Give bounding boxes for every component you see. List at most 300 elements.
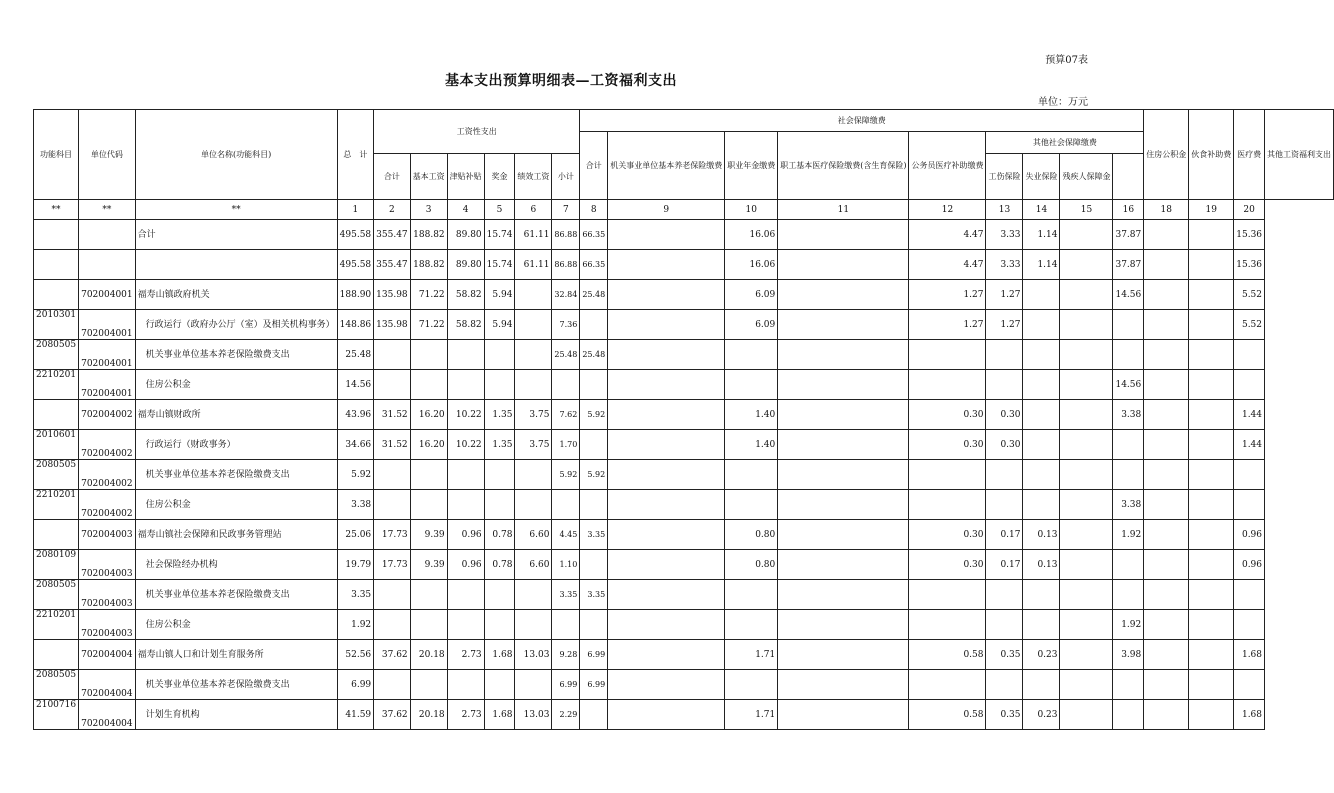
- value-cell: 7.62: [552, 400, 580, 430]
- func-subject-cell: [34, 280, 79, 310]
- value-cell: [447, 340, 484, 370]
- header-row-1: [34, 110, 1334, 132]
- value-cell: 52.56: [337, 640, 374, 670]
- unit-name-cell: 住房公积金: [135, 610, 337, 640]
- value-cell: 6.09: [725, 310, 778, 340]
- value-cell: [1189, 340, 1234, 370]
- value-cell: 31.52: [374, 400, 411, 430]
- unit-name-cell: 机关事业单位基本养老保险缴费支出: [135, 670, 337, 700]
- value-cell: [484, 580, 515, 610]
- value-cell: 1.92: [1113, 610, 1144, 640]
- table-row: [34, 640, 1334, 670]
- value-cell: 1.92: [1113, 520, 1144, 550]
- value-cell: [986, 370, 1023, 400]
- value-cell: 14.56: [1113, 280, 1144, 310]
- value-cell: 2.73: [447, 640, 484, 670]
- col-pension: 机关事业单位基本养老保险缴费: [608, 132, 725, 200]
- value-cell: 0.96: [1234, 520, 1265, 550]
- table-row: [34, 400, 1334, 430]
- value-cell: 0.78: [484, 550, 515, 580]
- value-cell: [447, 580, 484, 610]
- value-cell: [1234, 610, 1265, 640]
- value-cell: [1144, 280, 1189, 310]
- unit-name-cell: 机关事业单位基本养老保险缴费支出: [135, 460, 337, 490]
- value-cell: 15.36: [1234, 250, 1265, 280]
- value-cell: 37.87: [1113, 220, 1144, 250]
- value-cell: 0.17: [986, 520, 1023, 550]
- value-cell: 1.14: [1023, 220, 1060, 250]
- value-cell: [725, 610, 778, 640]
- value-cell: 71.22: [410, 310, 447, 340]
- value-cell: [778, 610, 909, 640]
- value-cell: [515, 490, 552, 520]
- value-cell: [608, 490, 725, 520]
- value-cell: 5.94: [484, 310, 515, 340]
- value-cell: 5.94: [484, 280, 515, 310]
- value-cell: 15.74: [484, 220, 515, 250]
- unit-code-cell: 702004001: [79, 310, 136, 340]
- value-cell: [1023, 310, 1060, 340]
- value-cell: 5.92: [580, 460, 608, 490]
- value-cell: [1234, 460, 1265, 490]
- column-number: 15: [1060, 200, 1113, 220]
- value-cell: [1113, 700, 1144, 730]
- func-subject-cell: 2100716: [34, 700, 79, 730]
- value-cell: [1144, 430, 1189, 460]
- value-cell: [608, 430, 725, 460]
- value-cell: 1.10: [552, 550, 580, 580]
- value-cell: 1.71: [725, 640, 778, 670]
- value-cell: 17.73: [374, 550, 411, 580]
- value-cell: 0.13: [1023, 520, 1060, 550]
- value-cell: 19.79: [337, 550, 374, 580]
- value-cell: 25.06: [337, 520, 374, 550]
- value-cell: 15.74: [484, 250, 515, 280]
- table-row: [34, 280, 1334, 310]
- unit-name-cell: 福寿山镇社会保障和民政事务管理站: [135, 520, 337, 550]
- value-cell: 71.22: [410, 280, 447, 310]
- value-cell: [778, 280, 909, 310]
- value-cell: [515, 370, 552, 400]
- value-cell: 9.28: [552, 640, 580, 670]
- value-cell: [1144, 550, 1189, 580]
- value-cell: [1144, 670, 1189, 700]
- value-cell: [778, 370, 909, 400]
- value-cell: 1.68: [1234, 700, 1265, 730]
- value-cell: [515, 310, 552, 340]
- func-subject-cell: 2080505: [34, 340, 79, 370]
- value-cell: [1113, 580, 1144, 610]
- value-cell: [909, 610, 986, 640]
- value-cell: [374, 370, 411, 400]
- value-cell: [725, 460, 778, 490]
- value-cell: 135.98: [374, 280, 411, 310]
- column-number: **: [135, 200, 337, 220]
- value-cell: [1060, 250, 1113, 280]
- unit-name-cell: 社会保险经办机构: [135, 550, 337, 580]
- value-cell: [1060, 490, 1113, 520]
- value-cell: [410, 580, 447, 610]
- func-subject-cell: 2210201: [34, 490, 79, 520]
- unit-code-cell: 702004001: [79, 370, 136, 400]
- value-cell: [1113, 430, 1144, 460]
- value-cell: [1189, 220, 1234, 250]
- value-cell: [1234, 340, 1265, 370]
- value-cell: [1144, 340, 1189, 370]
- value-cell: [1060, 700, 1113, 730]
- value-cell: [1060, 280, 1113, 310]
- col-unit-name: 单位名称(功能科目): [135, 110, 337, 200]
- unit-code-cell: 702004003: [79, 550, 136, 580]
- value-cell: 0.30: [909, 520, 986, 550]
- value-cell: [608, 310, 725, 340]
- value-cell: 0.30: [909, 430, 986, 460]
- value-cell: 89.80: [447, 220, 484, 250]
- value-cell: [1144, 400, 1189, 430]
- value-cell: [909, 580, 986, 610]
- column-number-row: [34, 200, 1334, 220]
- value-cell: [1144, 490, 1189, 520]
- func-subject-cell: 2080505: [34, 460, 79, 490]
- value-cell: [374, 460, 411, 490]
- form-number-label: 预算07表: [1045, 55, 1088, 66]
- value-cell: [986, 580, 1023, 610]
- value-cell: [1189, 700, 1234, 730]
- value-cell: 0.96: [447, 550, 484, 580]
- value-cell: [608, 370, 725, 400]
- value-cell: 43.96: [337, 400, 374, 430]
- col-unemployment: 失业保险: [1023, 154, 1060, 200]
- unit-name-cell: 福寿山镇财政所: [135, 400, 337, 430]
- value-cell: [1144, 520, 1189, 550]
- column-number: 9: [608, 200, 725, 220]
- value-cell: [1144, 310, 1189, 340]
- value-cell: [374, 490, 411, 520]
- value-cell: 20.18: [410, 640, 447, 670]
- value-cell: 32.84: [552, 280, 580, 310]
- value-cell: 25.48: [580, 280, 608, 310]
- value-cell: [1144, 370, 1189, 400]
- value-cell: 66.35: [580, 220, 608, 250]
- col-group-social: 社会保障缴费: [580, 110, 1144, 132]
- value-cell: 188.90: [337, 280, 374, 310]
- column-number: 20: [1234, 200, 1265, 220]
- value-cell: [1060, 550, 1113, 580]
- value-cell: 0.35: [986, 640, 1023, 670]
- value-cell: [608, 700, 725, 730]
- value-cell: [1060, 400, 1113, 430]
- value-cell: [986, 670, 1023, 700]
- value-cell: [580, 430, 608, 460]
- value-cell: [909, 670, 986, 700]
- value-cell: [909, 460, 986, 490]
- value-cell: [608, 250, 725, 280]
- func-subject-cell: 2010301: [34, 310, 79, 340]
- value-cell: 5.52: [1234, 310, 1265, 340]
- value-cell: [1189, 490, 1234, 520]
- value-cell: [1023, 370, 1060, 400]
- value-cell: 1.35: [484, 430, 515, 460]
- value-cell: [725, 580, 778, 610]
- value-cell: 17.73: [374, 520, 411, 550]
- value-cell: 13.03: [515, 640, 552, 670]
- func-subject-cell: [34, 220, 79, 250]
- func-subject-cell: [34, 640, 79, 670]
- value-cell: 7.36: [552, 310, 580, 340]
- value-cell: 3.35: [580, 520, 608, 550]
- column-number: 3: [410, 200, 447, 220]
- value-cell: 3.38: [337, 490, 374, 520]
- value-cell: [1113, 310, 1144, 340]
- value-cell: 1.27: [986, 310, 1023, 340]
- value-cell: 148.86: [337, 310, 374, 340]
- value-cell: [1144, 700, 1189, 730]
- value-cell: 495.58: [337, 250, 374, 280]
- value-cell: 0.13: [1023, 550, 1060, 580]
- unit-name-cell: 计划生育机构: [135, 700, 337, 730]
- table-row: [34, 520, 1334, 550]
- value-cell: 1.44: [1234, 400, 1265, 430]
- value-cell: 9.39: [410, 550, 447, 580]
- value-cell: [778, 640, 909, 670]
- col-basic-wage: 基本工资: [410, 154, 447, 200]
- value-cell: [608, 610, 725, 640]
- value-cell: [778, 580, 909, 610]
- value-cell: [1144, 580, 1189, 610]
- value-cell: 16.20: [410, 430, 447, 460]
- value-cell: [778, 670, 909, 700]
- func-subject-cell: [34, 250, 79, 280]
- value-cell: 1.27: [909, 280, 986, 310]
- unit-code-cell: 702004004: [79, 700, 136, 730]
- value-cell: 16.06: [725, 220, 778, 250]
- value-cell: [1113, 550, 1144, 580]
- value-cell: [725, 490, 778, 520]
- unit-code-cell: 702004001: [79, 340, 136, 370]
- func-subject-cell: 2210201: [34, 370, 79, 400]
- value-cell: 1.40: [725, 400, 778, 430]
- value-cell: [374, 580, 411, 610]
- unit-name-cell: 住房公积金: [135, 370, 337, 400]
- value-cell: [1060, 670, 1113, 700]
- value-cell: 6.99: [580, 640, 608, 670]
- value-cell: [580, 370, 608, 400]
- value-cell: 0.58: [909, 640, 986, 670]
- func-subject-cell: 2010601: [34, 430, 79, 460]
- col-medical-fee: 医疗费: [1234, 110, 1265, 200]
- value-cell: [515, 580, 552, 610]
- value-cell: [608, 340, 725, 370]
- value-cell: [608, 670, 725, 700]
- value-cell: [515, 610, 552, 640]
- value-cell: [410, 610, 447, 640]
- column-number: 5: [484, 200, 515, 220]
- value-cell: [778, 490, 909, 520]
- value-cell: [374, 610, 411, 640]
- value-cell: 135.98: [374, 310, 411, 340]
- value-cell: [1023, 430, 1060, 460]
- value-cell: [1189, 430, 1234, 460]
- value-cell: [778, 310, 909, 340]
- value-cell: 0.30: [986, 400, 1023, 430]
- col-injury: 工伤保险: [986, 154, 1023, 200]
- value-cell: 1.14: [1023, 250, 1060, 280]
- value-cell: 1.71: [725, 700, 778, 730]
- column-number: 4: [447, 200, 484, 220]
- value-cell: 5.52: [1234, 280, 1265, 310]
- col-performance: 绩效工资: [515, 154, 552, 200]
- value-cell: [778, 340, 909, 370]
- value-cell: [580, 700, 608, 730]
- value-cell: [1060, 220, 1113, 250]
- value-cell: [1189, 580, 1234, 610]
- value-cell: 6.99: [580, 670, 608, 700]
- value-cell: 58.82: [447, 310, 484, 340]
- unit-name-cell: 福寿山镇政府机关: [135, 280, 337, 310]
- value-cell: [1023, 490, 1060, 520]
- value-cell: [447, 370, 484, 400]
- value-cell: [484, 340, 515, 370]
- value-cell: 0.30: [986, 430, 1023, 460]
- value-cell: 16.20: [410, 400, 447, 430]
- value-cell: [484, 610, 515, 640]
- col-medical-insurance: 职工基本医疗保险缴费(含生育保险): [778, 132, 909, 200]
- value-cell: [580, 550, 608, 580]
- value-cell: [1113, 670, 1144, 700]
- table-row: [34, 310, 1334, 340]
- value-cell: 1.68: [484, 700, 515, 730]
- func-subject-cell: 2080505: [34, 670, 79, 700]
- value-cell: 5.92: [580, 400, 608, 430]
- value-cell: 5.92: [552, 460, 580, 490]
- value-cell: 20.18: [410, 700, 447, 730]
- value-cell: [986, 340, 1023, 370]
- value-cell: [374, 340, 411, 370]
- value-cell: 0.35: [986, 700, 1023, 730]
- column-number: 2: [374, 200, 411, 220]
- value-cell: [1113, 340, 1144, 370]
- value-cell: [515, 670, 552, 700]
- column-number: 18: [1144, 200, 1189, 220]
- value-cell: 3.33: [986, 220, 1023, 250]
- value-cell: [447, 610, 484, 640]
- value-cell: 89.80: [447, 250, 484, 280]
- value-cell: [778, 550, 909, 580]
- value-cell: [1113, 460, 1144, 490]
- value-cell: 3.33: [986, 250, 1023, 280]
- col-total: 总 计: [337, 110, 374, 200]
- value-cell: [778, 220, 909, 250]
- value-cell: 37.62: [374, 640, 411, 670]
- value-cell: 15.36: [1234, 220, 1265, 250]
- unit-code-cell: 702004003: [79, 580, 136, 610]
- value-cell: [608, 220, 725, 250]
- value-cell: 6.60: [515, 520, 552, 550]
- value-cell: 41.59: [337, 700, 374, 730]
- value-cell: 1.27: [986, 280, 1023, 310]
- value-cell: 25.48: [580, 340, 608, 370]
- func-subject-cell: 2080505: [34, 580, 79, 610]
- column-number: 8: [580, 200, 608, 220]
- column-number: 14: [1023, 200, 1060, 220]
- unit-label: 单位：万元: [1038, 97, 1088, 108]
- value-cell: [1189, 610, 1234, 640]
- col-disability: 残疾人保障金: [1060, 154, 1113, 200]
- value-cell: 13.03: [515, 700, 552, 730]
- value-cell: [1060, 310, 1113, 340]
- value-cell: [1144, 460, 1189, 490]
- col-social-total: 合计: [580, 132, 608, 200]
- value-cell: [1023, 400, 1060, 430]
- table-row: [34, 580, 1334, 610]
- unit-code-cell: [79, 220, 136, 250]
- value-cell: [410, 460, 447, 490]
- value-cell: [484, 460, 515, 490]
- value-cell: [778, 430, 909, 460]
- table-row: [34, 490, 1334, 520]
- value-cell: 3.75: [515, 430, 552, 460]
- value-cell: [1189, 400, 1234, 430]
- value-cell: [1189, 250, 1234, 280]
- value-cell: [1234, 370, 1265, 400]
- value-cell: 1.92: [337, 610, 374, 640]
- value-cell: 61.11: [515, 220, 552, 250]
- value-cell: [608, 280, 725, 310]
- value-cell: [725, 670, 778, 700]
- value-cell: 355.47: [374, 220, 411, 250]
- col-wage-total: 合计: [374, 154, 411, 200]
- value-cell: 58.82: [447, 280, 484, 310]
- table-row: [34, 700, 1334, 730]
- func-subject-cell: [34, 400, 79, 430]
- value-cell: 9.39: [410, 520, 447, 550]
- column-number: 16: [1113, 200, 1144, 220]
- value-cell: [608, 400, 725, 430]
- value-cell: [778, 520, 909, 550]
- column-number: 1: [337, 200, 374, 220]
- table-row: [34, 250, 1334, 280]
- value-cell: 495.58: [337, 220, 374, 250]
- value-cell: 0.30: [909, 550, 986, 580]
- unit-code-cell: [79, 250, 136, 280]
- value-cell: 0.30: [909, 400, 986, 430]
- table-row: [34, 340, 1334, 370]
- value-cell: [515, 460, 552, 490]
- unit-name-cell: 机关事业单位基本养老保险缴费支出: [135, 340, 337, 370]
- value-cell: 37.87: [1113, 250, 1144, 280]
- value-cell: [778, 700, 909, 730]
- value-cell: [1060, 370, 1113, 400]
- func-subject-cell: 2080109: [34, 550, 79, 580]
- col-allowance: 津贴补贴: [447, 154, 484, 200]
- value-cell: 188.82: [410, 220, 447, 250]
- value-cell: [580, 490, 608, 520]
- value-cell: [608, 550, 725, 580]
- col-housing: 住房公积金: [1144, 110, 1189, 200]
- value-cell: 3.98: [1113, 640, 1144, 670]
- value-cell: [1060, 580, 1113, 610]
- value-cell: 188.82: [410, 250, 447, 280]
- value-cell: [484, 370, 515, 400]
- value-cell: 6.09: [725, 280, 778, 310]
- col-bonus: 奖金: [484, 154, 515, 200]
- value-cell: [410, 490, 447, 520]
- col-other-welfare: 其他工资福利支出: [1265, 110, 1334, 200]
- column-number: 13: [986, 200, 1023, 220]
- unit-code-cell: 702004002: [79, 430, 136, 460]
- value-cell: [1060, 340, 1113, 370]
- value-cell: [552, 610, 580, 640]
